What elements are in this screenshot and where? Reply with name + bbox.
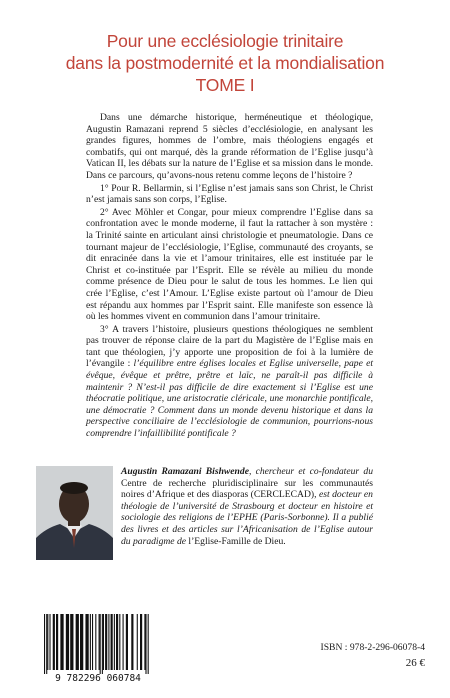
isbn-barcode	[36, 612, 160, 684]
summary-paragraph-3: 2° Avec Möhler et Congar, pour mieux comprendre l’Eglise dans sa confrontation avec le monde moderne, il faut la rattacher à son mystère : la Trinité sainte en articulant ainsi christologie et pneumatologie. Dans ce tournant majeur de l’ecclésiologie, l’Eglise, communauté des croyants, se dit enracinée dans la vie et l’amour trinitaires, elle est instituée par le Christ et co-instituée par l’Esprit. Elle se révèle au milieu du monde comme présence de Dieu pour le salut de tous les hommes. Le lien qui crée l’Eglise, c’est l’Amour. L’Eglise existe partout où l’amour de Dieu est répandu aux hommes par l’Esprit saint. Elle manifeste son essence là où les hommes vivent en communion dans l’amour trinitaire.	[86, 206, 373, 323]
barcode-bar	[108, 614, 109, 670]
back-cover-summary	[86, 112, 373, 441]
summary-paragraph-2: 1° Pour R. Bellarmin, si l’Eglise n’est jamais sans son Christ, le Christ n’est jamais sans son corps, l’Eglise.	[86, 182, 373, 206]
barcode-bar	[99, 614, 100, 670]
author-bio-text-2: Centre de recherche pluridisciplinaire sur les communautés noires d’Afrique et des diasporas (CERCLECAD),	[121, 477, 373, 501]
author-name: Augustin Ramazani Bishwende	[121, 466, 249, 477]
summary-paragraph-1: Dans une démarche historique, herméneutique et théologique, Augustin Ramazani reprend 5 siècles d’ecclésiologie, en analysant les grandes figures, hommes de l’ombre, mais théologiens engagés et combatifs, qui ont marqué, dès la grande réformation de l’Eglise jusqu’à Vatican II, les débats sur la nature de l’Eglise et sa mission dans le monde. Dans ce parcours, qu’avons-nous retenu comme leçons de l’histoire ?	[86, 112, 373, 181]
barcode-bar	[119, 614, 120, 670]
summary-paragraph-4-italic: l’équilibre entre églises locales et Eglise universelle, pape et évêque, évêque et prêtre, prêtre et laïc, ne paraît-il pas difficile à maintenir ? N’est-il pas difficile de dire exactement si l’Eglise est une théocratie politique, une aristocratie cléricale, une monarchie pontificale, une démocratie ? Comment dans un monde devenu historique et dans la perspective conciliaire de l’ecclésiologie de communion, pourrions-nous comprendre l’infaillibilité pontificale ?	[86, 358, 373, 440]
barcode-bar	[123, 614, 124, 670]
summary-paragraph-4	[86, 324, 373, 440]
barcode-bar	[85, 614, 88, 670]
barcode-bar	[46, 614, 47, 674]
barcode-bar	[148, 614, 149, 674]
barcode-bar	[53, 614, 55, 670]
author-bio-text-3: est docteur en théologie de l’université de Strasbourg et docteur en histoire et sociologie des religions de l’EPHE (Paris-Sorbonne). Il a publié des livres et des articles sur l’Africanisation de l’Eglise autour du paradigme de	[121, 489, 373, 547]
summary-paragraph-4-text: 3° A travers l’histoire, plusieurs questions théologiques ne semblent pas trouver de réponse claire de la part du Magistère de l’Eglise mais en tant que théologien, j’y apporte une proposition de foi à la lumière de l’évangile :	[86, 323, 373, 370]
barcode-bar	[103, 614, 104, 670]
barcode-bar	[105, 614, 107, 670]
barcode-bar	[47, 614, 48, 670]
barcode-bar	[137, 614, 138, 670]
barcode-bar	[140, 614, 142, 670]
author-bio-text-1: , chercheur et co-fondateur du	[248, 466, 373, 477]
barcode-bar	[66, 614, 69, 670]
barcode-bar	[56, 614, 58, 670]
barcode-digits: 9 782296 060784	[55, 673, 141, 684]
barcode-bar	[60, 614, 63, 670]
title-line-3: TOME I	[195, 75, 255, 95]
barcode-bar	[80, 614, 83, 670]
barcode-bar	[131, 614, 133, 670]
barcode-bar	[144, 614, 145, 670]
barcode-bar	[126, 614, 128, 670]
barcode-bar	[114, 614, 115, 670]
author-bio-text-4: l’Eglise-Famille de Dieu.	[188, 535, 286, 547]
title-line-2: dans la postmodernité et la mondialisation	[65, 53, 385, 73]
barcode-bar	[76, 614, 79, 670]
barcode-bar	[95, 614, 96, 670]
barcode-bar	[116, 614, 118, 670]
barcode-bar	[90, 614, 91, 670]
author-photo	[36, 466, 113, 560]
barcode-bar	[49, 614, 50, 670]
barcode-bar	[111, 614, 113, 670]
barcode-bar	[100, 614, 101, 674]
book-title	[0, 30, 450, 96]
barcode-bar	[102, 614, 103, 674]
author-biography	[121, 466, 373, 547]
barcode-bar	[70, 614, 73, 670]
barcode-bar	[145, 614, 146, 674]
barcode-bar	[44, 614, 45, 674]
isbn-number: ISBN : 978-2-296-06078-4	[320, 642, 425, 653]
title-line-1: Pour une ecclésiologie trinitaire	[106, 31, 344, 51]
price: 26 €	[405, 657, 425, 669]
barcode-bar	[92, 614, 93, 670]
